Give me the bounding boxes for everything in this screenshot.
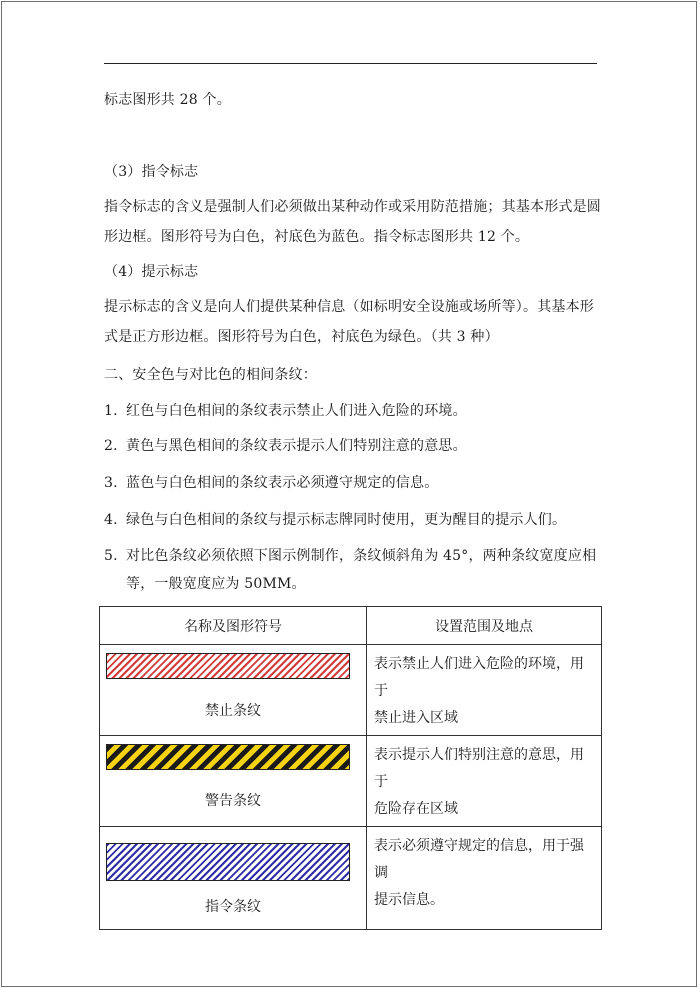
stripe-cell (100, 645, 367, 736)
yellow-black-stripe-swatch (106, 744, 350, 770)
list-number: 4. (104, 512, 118, 528)
description-line: 危险存在区域 (374, 801, 458, 817)
list-text: 蓝色与白色相间的条纹表示必须遵守规定的信息。 (126, 475, 439, 491)
list-text: 黄色与黑色相间的条纹表示提示人们特别注意的意思。 (126, 438, 467, 454)
table-header-row (100, 607, 602, 645)
list-item (104, 474, 597, 492)
list-text-continued: 等，一般宽度应为 50MM。 (126, 576, 306, 592)
table-row (100, 736, 602, 827)
list-item (104, 511, 597, 529)
table-row (100, 827, 602, 930)
header-rule (104, 63, 597, 64)
description-line: 提示信息。 (374, 892, 444, 908)
description-cell (367, 645, 602, 736)
description-line: 表示必须遵守规定的信息，用于强调 (374, 838, 584, 881)
red-white-stripe-swatch (106, 653, 350, 679)
stripe-cell (100, 736, 367, 827)
list-text: 对比色条纹必须依照下图示例制作，条纹倾斜角为 45°，两种条纹宽度应相 (126, 548, 597, 564)
list-number: 1. (104, 403, 118, 419)
section3-title: （3）指令标志 (104, 164, 199, 180)
part2-title: 二、安全色与对比色的相间条纹： (104, 367, 317, 383)
description-cell (367, 827, 602, 930)
list-number: 2. (104, 438, 118, 454)
intro-line: 标志图形共 28 个。 (104, 92, 231, 108)
stripe-name: 警告条纹 (205, 793, 261, 809)
section4-title: （4）提示标志 (104, 264, 199, 280)
section3-line2: 形边框。图形符号为白色，衬底色为蓝色。指令标志图形共 12 个。 (104, 229, 530, 245)
stripe-table (99, 606, 602, 930)
description-line: 禁止进入区域 (374, 710, 458, 726)
description-cell (367, 736, 602, 827)
list-number: 3. (104, 475, 118, 491)
table-header-location: 设置范围及地点 (367, 607, 602, 645)
list-item (104, 547, 597, 593)
table-row (100, 645, 602, 736)
list-number: 5. (104, 548, 118, 564)
stripe-name: 禁止条纹 (205, 703, 261, 719)
list-item (104, 402, 597, 420)
stripe-cell (100, 827, 367, 930)
list-item (104, 437, 597, 455)
list-text: 红色与白色相间的条纹表示禁止人们进入危险的环境。 (126, 403, 467, 419)
blue-white-stripe-swatch (106, 843, 350, 881)
description-line: 表示禁止人们进入危险的环境，用于 (374, 656, 584, 699)
stripe-name: 指令条纹 (205, 899, 261, 915)
section4-line2: 式是正方形边框。图形符号为白色，衬底色为绿色。（共 3 种） (104, 329, 499, 345)
table-header-name: 名称及图形符号 (100, 607, 367, 645)
section4-line1: 提示标志的含义是向人们提供某种信息（如标明安全设施或场所等）。其基本形 (104, 299, 594, 315)
description-line: 表示提示人们特别注意的意思，用于 (374, 747, 584, 790)
list-text: 绿色与白色相间的条纹与提示标志牌同时使用，更为醒目的提示人们。 (126, 512, 567, 528)
section3-line1: 指令标志的含义是强制人们必须做出某种动作或采用防范措施；其基本形式是圆 (104, 199, 601, 215)
